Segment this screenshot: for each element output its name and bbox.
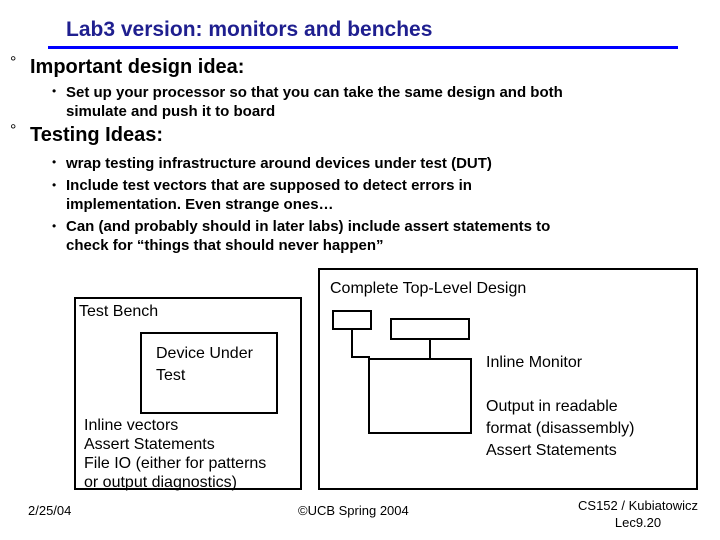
note-line: Output in readable bbox=[486, 398, 618, 415]
sub-bullet-line: simulate and push it to board bbox=[66, 103, 276, 120]
sub-bullet-line: Include test vectors that are supposed to detect errors in bbox=[66, 177, 472, 194]
bullet-heading-testing-ideas: Testing Ideas: bbox=[30, 124, 163, 146]
right-notes bbox=[486, 396, 634, 462]
bullet-heading-design-idea: Important design idea: bbox=[30, 56, 245, 78]
bullet-marker: ° bbox=[10, 54, 17, 71]
footer-copyright: ©UCB Spring 2004 bbox=[298, 503, 409, 518]
monitor-block-large bbox=[368, 358, 472, 434]
title-underline bbox=[48, 46, 678, 49]
sub-bullet-marker: • bbox=[52, 155, 57, 169]
note-line: format (disassembly) bbox=[486, 420, 635, 437]
sub-bullet-line: check for “things that should never happen” bbox=[66, 237, 384, 254]
sub-bullet-text bbox=[66, 217, 706, 255]
monitor-block-wide bbox=[390, 318, 470, 340]
sub-bullet-line: wrap testing infrastructure around devices under test (DUT) bbox=[66, 155, 492, 172]
inline-monitor-label: Inline Monitor bbox=[486, 354, 583, 371]
slide-title: Lab3 version: monitors and benches bbox=[66, 18, 433, 41]
top-level-design-label: Complete Top-Level Design bbox=[330, 280, 527, 297]
left-notes bbox=[84, 416, 266, 492]
monitor-connector bbox=[351, 330, 353, 358]
sub-bullet-line: Can (and probably should in later labs) include assert statements to bbox=[66, 218, 551, 235]
sub-bullet-marker: • bbox=[52, 178, 57, 192]
note-line: or output diagnostics) bbox=[84, 474, 237, 491]
footer-course: CS152 / Kubiatowicz bbox=[578, 498, 698, 513]
bullet-marker: ° bbox=[10, 122, 17, 139]
dut-label-line: Device Under bbox=[156, 345, 253, 362]
monitor-connector bbox=[429, 340, 431, 358]
monitor-block-small bbox=[332, 310, 372, 330]
monitor-connector bbox=[351, 356, 370, 358]
sub-bullet-text bbox=[66, 176, 706, 214]
test-bench-label: Test Bench bbox=[79, 303, 159, 320]
dut-label bbox=[156, 344, 253, 385]
footer-course-info bbox=[568, 497, 708, 531]
sub-bullet-text bbox=[66, 83, 706, 121]
sub-bullet-marker: • bbox=[52, 84, 57, 98]
footer-lecture: Lec9.20 bbox=[614, 515, 662, 530]
note-line: Assert Statements bbox=[84, 436, 215, 453]
note-line: Inline vectors bbox=[84, 417, 179, 434]
sub-bullet-line: implementation. Even strange ones… bbox=[66, 196, 334, 213]
sub-bullet-marker: • bbox=[52, 219, 57, 233]
dut-label-line: Test bbox=[156, 367, 186, 384]
note-line: Assert Statements bbox=[486, 442, 617, 459]
sub-bullet-text bbox=[66, 154, 706, 173]
note-line: File IO (either for patterns bbox=[84, 455, 267, 472]
footer-date: 2/25/04 bbox=[28, 503, 72, 518]
sub-bullet-line: Set up your processor so that you can take the same design and both bbox=[66, 84, 563, 101]
